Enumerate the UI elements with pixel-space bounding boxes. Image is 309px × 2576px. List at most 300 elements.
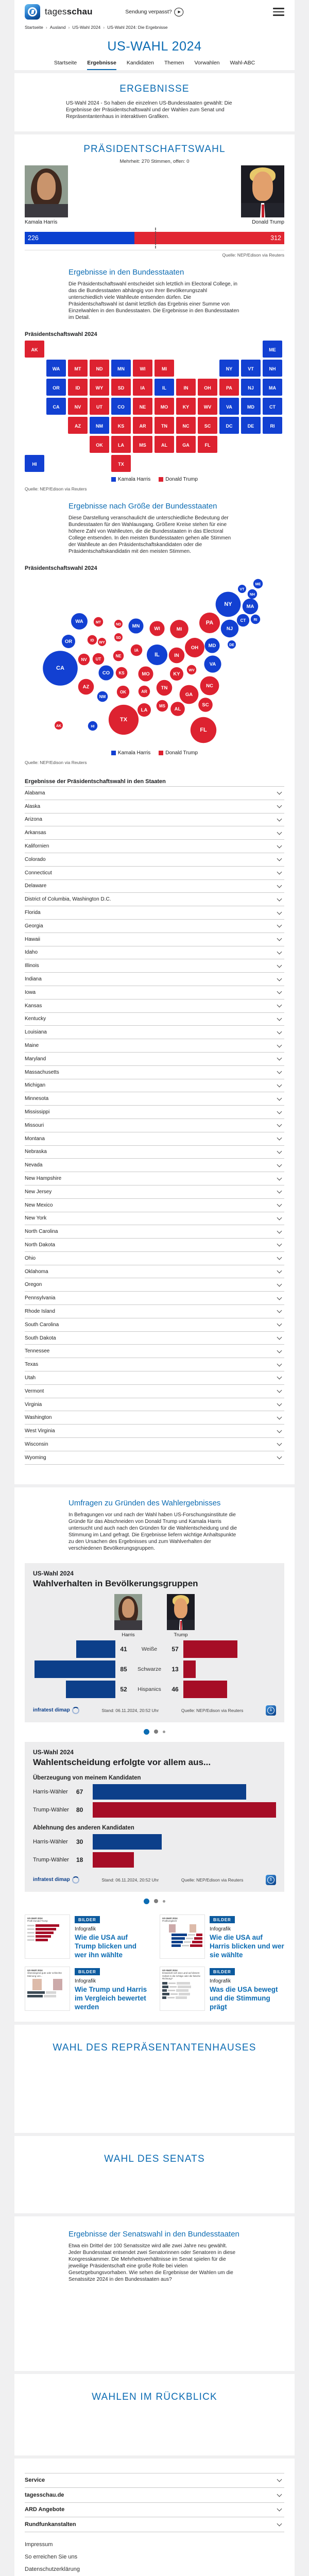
info1-chart: [33, 1640, 276, 1698]
cartogram-state-RI[interactable]: [251, 615, 260, 624]
chevron-down-icon: [277, 1441, 282, 1446]
chevron-down-icon: [277, 1321, 282, 1327]
chevron-down-icon: [277, 1189, 282, 1194]
state-accordion-row[interactable]: [25, 1238, 284, 1251]
tagesschau-app-logo-icon[interactable]: [25, 4, 40, 20]
state-accordion-label: New Jersey: [25, 1189, 52, 1195]
breadcrumb-separator-icon: ›: [103, 25, 105, 30]
state-accordion-row[interactable]: [25, 1012, 284, 1026]
cartogram-state-ME[interactable]: [253, 579, 263, 588]
cartogram-state-VA[interactable]: [204, 655, 221, 672]
teaser-link[interactable]: Wie die USA auf Trump blicken und wer ihn wählte: [75, 1933, 137, 1959]
map-state-ME[interactable]: [263, 341, 282, 358]
map-state-NJ[interactable]: [241, 379, 261, 396]
teaser-link[interactable]: Wie Trump und Harris im Vergleich bewertet werden: [75, 1985, 147, 2011]
map1-source: Quelle: NEP/Edison via Reuters: [25, 486, 87, 492]
umfragen-text: In Befragungen vor und nach der Wahl haben US-Forschungsinstitute die Gründe für das Abschneiden von Donald Trump und Kamala Harris untersucht und auch nach den Gründen für die Wahlentscheidung und die Stimmung im Land gefragt. Die Ergebnisse liefern wichtige Anhaltspunkte zu den Ursachen des Ergebnisses und zum Wahlverhalten der verschiedenen Bevölkerungsgruppen.: [68, 1512, 237, 1551]
state-accordion-row[interactable]: [25, 800, 284, 813]
teaser-thumbnail[interactable]: [160, 1914, 205, 1959]
state-accordion-row[interactable]: [25, 1092, 284, 1105]
state-accordion-row[interactable]: [25, 1185, 284, 1198]
cartogram-state-NE[interactable]: [113, 651, 124, 662]
category-label: Schwarze: [137, 1666, 162, 1672]
cartogram-state-MA[interactable]: [243, 599, 259, 615]
state-accordion-label: New Mexico: [25, 1202, 53, 1208]
map-state-SD[interactable]: [111, 379, 131, 396]
cartogram-state-MS[interactable]: [157, 700, 168, 712]
carousel-dot-active[interactable]: [144, 1729, 149, 1735]
tab-startseite[interactable]: Startseite: [54, 60, 77, 66]
state-accordion-row[interactable]: [25, 1052, 284, 1065]
map-state-ID[interactable]: [68, 379, 88, 396]
map-state-TX[interactable]: [111, 455, 131, 472]
map-state-OR[interactable]: [46, 379, 66, 396]
demographics-row: [33, 1681, 276, 1698]
map-state-PA[interactable]: [219, 379, 239, 396]
svg-text:CT: CT: [240, 618, 246, 623]
svg-text:AZ: AZ: [75, 423, 81, 429]
svg-text:WA: WA: [75, 619, 83, 624]
footer-links: [25, 2538, 284, 2576]
map-state-WY[interactable]: [90, 379, 109, 396]
state-accordion-row[interactable]: [25, 1358, 284, 1371]
thumb-mini-chart: [27, 1979, 67, 1997]
tab-themen[interactable]: Themen: [164, 60, 184, 66]
state-accordion-row[interactable]: [25, 866, 284, 879]
state-accordion-row[interactable]: [25, 919, 284, 933]
map-state-RI[interactable]: [263, 417, 282, 434]
cartogram-state-VT[interactable]: [238, 585, 246, 593]
chevron-down-icon: [277, 1015, 282, 1021]
map-state-NM[interactable]: [90, 417, 109, 434]
map-state-TN[interactable]: [154, 417, 174, 434]
cartogram-state-WY[interactable]: [98, 638, 106, 646]
state-accordion-label: Maine: [25, 1043, 39, 1049]
breadcrumb-link[interactable]: US-Wahl 2024: Die Ergebnisse: [107, 25, 168, 30]
cartogram-state-WI[interactable]: [149, 621, 164, 636]
cartogram-state-CA[interactable]: [43, 651, 78, 686]
info1-photos: [33, 1594, 276, 1638]
footer-accordion-ardangebote[interactable]: [25, 2502, 284, 2517]
svg-text:AR: AR: [139, 423, 146, 429]
svg-text:WV: WV: [188, 669, 195, 672]
state-accordion-row[interactable]: [25, 1105, 284, 1118]
map-state-FL[interactable]: [198, 436, 217, 453]
state-accordion-row[interactable]: [25, 1371, 284, 1384]
breadcrumb-link[interactable]: US-Wahl 2024: [72, 25, 101, 30]
senatswahl-text: Etwa ein Drittel der 100 Senatssitze wird alle zwei Jahre neu gewählt. Jeder Bundesstaat entsendet zwei Senatorinnen oder Senatoren in diese Kongresskammer. Die Mehrheitsverhältnisse im Senat spielen für die jeweilige Präsidentschaft eine große Rolle bei vielen Gesetzgebungsvorhaben. Wie sehen die Ergebnisse der Wahlen um die Senatssitze 2024 in den Bundesstaaten aus?: [68, 2243, 236, 2282]
cartogram-state-CT[interactable]: [237, 614, 249, 626]
map-state-UT[interactable]: [90, 398, 109, 415]
svg-text:PA: PA: [226, 385, 232, 391]
cartogram-state-SC[interactable]: [198, 698, 213, 712]
teaser-thumbnail[interactable]: [160, 1967, 205, 2011]
hamburger-menu-icon[interactable]: [273, 8, 284, 16]
tab-ergebnisse[interactable]: Ergebnisse: [87, 60, 116, 70]
state-accordion-label: Maryland: [25, 1056, 46, 1062]
state-accordion-row[interactable]: [25, 959, 284, 972]
cartogram-state-MO[interactable]: [138, 666, 153, 681]
state-accordion-row[interactable]: [25, 879, 284, 893]
carousel-dot[interactable]: [163, 1900, 165, 1903]
cartogram-state-IN[interactable]: [169, 648, 185, 664]
map-state-AR[interactable]: [133, 417, 152, 434]
chevron-down-icon: [277, 1454, 282, 1460]
cartogram-state-OK[interactable]: [117, 686, 129, 698]
carousel-dot-active[interactable]: [144, 1899, 149, 1904]
map-state-MO[interactable]: [154, 398, 174, 415]
info1-stand: Stand: 06.11.2024, 20:52 Uhr: [101, 1707, 159, 1713]
state-accordion-row[interactable]: [25, 1411, 284, 1424]
svg-text:AL: AL: [161, 443, 167, 448]
chevron-down-icon: [277, 870, 282, 875]
footer-accordion-tagesschaude[interactable]: [25, 2487, 284, 2502]
chevron-down-icon: [277, 2521, 282, 2526]
map-state-AL[interactable]: [154, 436, 174, 453]
map-state-IL[interactable]: [154, 379, 174, 396]
map-state-ND[interactable]: [90, 360, 109, 377]
thumb-title: Überwiegend gute oder schlechte Meinung von...: [27, 1972, 62, 1977]
map-state-MT[interactable]: [68, 360, 88, 377]
cartogram-state-FL[interactable]: [191, 717, 216, 743]
tab-wahl-abc[interactable]: Wahl-ABC: [230, 60, 255, 66]
state-accordion-label: Montana: [25, 1136, 45, 1142]
state-accordion-row[interactable]: [25, 1039, 284, 1052]
state-accordion-row[interactable]: [25, 906, 284, 919]
state-accordion-row[interactable]: [25, 999, 284, 1012]
cartogram-state-NC[interactable]: [200, 676, 219, 696]
cartogram-state-AL[interactable]: [170, 702, 185, 716]
state-accordion-row[interactable]: [25, 839, 284, 853]
map-state-IN[interactable]: [176, 379, 196, 396]
info2-title: Wahlentscheidung erfolgte vor allem aus...: [33, 1757, 211, 1767]
svg-text:IL: IL: [154, 652, 160, 658]
map-state-LA[interactable]: [111, 436, 131, 453]
cartogram-state-IL[interactable]: [147, 645, 167, 665]
map-state-HI[interactable]: [25, 455, 44, 472]
map-state-NY[interactable]: [219, 360, 239, 377]
voter-group-label: Harris-Wähler: [33, 1838, 68, 1845]
chevron-down-icon: [277, 976, 282, 981]
svg-text:NV: NV: [74, 404, 81, 410]
reason-row: [33, 1834, 276, 1850]
state-accordion-row[interactable]: [25, 1225, 284, 1238]
footer-link[interactable]: Impressum: [25, 2541, 53, 2548]
state-accordion-row[interactable]: [25, 1278, 284, 1291]
teaser-card: [25, 1967, 149, 2011]
map-state-KS[interactable]: [111, 417, 131, 434]
cartogram-state-NH[interactable]: [248, 589, 257, 599]
cartogram-state-KY[interactable]: [170, 667, 183, 681]
footer-link[interactable]: So erreichen Sie uns: [25, 2553, 78, 2560]
map-state-VT[interactable]: [241, 360, 261, 377]
state-accordion-row[interactable]: [25, 813, 284, 826]
state-accordion-row[interactable]: [25, 1384, 284, 1398]
svg-text:NV: NV: [81, 657, 87, 662]
svg-text:DC: DC: [226, 423, 233, 429]
voter-group-label: Harris-Wähler: [33, 1788, 68, 1795]
map-state-NC[interactable]: [176, 417, 196, 434]
map-state-AK[interactable]: [25, 341, 44, 358]
chevron-down-icon: [277, 856, 282, 861]
state-accordion-row[interactable]: [25, 1118, 284, 1132]
chevron-down-icon: [277, 1122, 282, 1127]
chevron-down-icon: [277, 1136, 282, 1141]
footer-accordion-service[interactable]: [25, 2473, 284, 2488]
svg-text:ID: ID: [75, 385, 80, 391]
thumb-kicker: US-Wahl 2024: [162, 1969, 178, 1972]
map-state-CT[interactable]: [263, 398, 282, 415]
cartogram-state-AZ[interactable]: [78, 679, 94, 695]
senat-card: [14, 2136, 295, 2213]
chevron-down-icon: [277, 1003, 282, 1008]
cartogram-state-NY[interactable]: [216, 592, 241, 617]
cartogram-state-NJ[interactable]: [221, 620, 238, 637]
state-accordion-row[interactable]: [25, 1198, 284, 1212]
map-state-MS[interactable]: [133, 436, 152, 453]
state-accordion-label: Colorado: [25, 856, 46, 862]
voter-group-bar: [93, 1802, 276, 1818]
ard-logo-icon: 1: [266, 1705, 276, 1716]
footer-accordion-label: Rundfunkanstalten: [25, 2521, 76, 2528]
harris-photo: [25, 165, 68, 217]
state-accordion-row[interactable]: [25, 1251, 284, 1265]
chevron-down-icon: [277, 1148, 282, 1154]
state-accordion-row[interactable]: [25, 1398, 284, 1411]
state-accordion-row[interactable]: [25, 1079, 284, 1092]
info2-footer: [33, 1875, 276, 1885]
map-state-MA[interactable]: [263, 379, 282, 396]
svg-text:LA: LA: [141, 707, 148, 713]
state-accordion-row[interactable]: [25, 1065, 284, 1079]
cartogram-state-OH[interactable]: [185, 638, 204, 657]
cartogram-state-NM[interactable]: [97, 691, 108, 702]
svg-text:KS: KS: [118, 671, 125, 675]
state-accordion-row[interactable]: [25, 1424, 284, 1437]
infratest-dimap-logo: infratest dimap: [33, 1707, 79, 1714]
teaser-thumbnail[interactable]: [25, 1967, 70, 2011]
map-state-DE[interactable]: [241, 417, 261, 434]
state-accordion-label: Nebraska: [25, 1149, 47, 1155]
ard-logo-icon: 1: [266, 1875, 276, 1885]
state-accordion-row[interactable]: [25, 1212, 284, 1225]
cartogram-state-MN[interactable]: [128, 618, 143, 633]
cartogram-state-IA[interactable]: [131, 645, 143, 656]
tab-kandidaten[interactable]: Kandidaten: [126, 60, 154, 66]
cartogram-state-SD[interactable]: [114, 633, 123, 641]
cartogram-state-NV[interactable]: [78, 654, 90, 666]
state-accordion-label: Louisiana: [25, 1029, 47, 1036]
chevron-down-icon: [277, 1215, 282, 1220]
map-state-AZ[interactable]: [68, 417, 88, 434]
chevron-down-icon: [277, 1401, 282, 1406]
cartogram-state-DE[interactable]: [228, 640, 236, 649]
state-accordion-row[interactable]: [25, 826, 284, 839]
senat-title: WAHL DES SENATS: [104, 2153, 205, 2164]
svg-text:OK: OK: [96, 443, 103, 448]
harris-bar-zone: [33, 1640, 115, 1658]
chevron-down-icon: [277, 1082, 282, 1087]
carousel-dot[interactable]: [154, 1730, 158, 1734]
cartogram-state-MI[interactable]: [170, 620, 188, 638]
map-state-SC[interactable]: [198, 417, 217, 434]
voter-group-value: 18: [76, 1856, 83, 1863]
cartogram-state-GA[interactable]: [180, 685, 199, 704]
state-accordion-row[interactable]: [25, 853, 284, 866]
map-state-OK[interactable]: [90, 436, 109, 453]
cartogram-state-MT[interactable]: [94, 617, 103, 626]
map-state-WI[interactable]: [133, 360, 152, 377]
state-accordion-label: Vermont: [25, 1388, 44, 1394]
tab-vorwahlen[interactable]: Vorwahlen: [194, 60, 220, 66]
info1-kicker: US-Wahl 2024: [33, 1569, 74, 1577]
map-state-MN[interactable]: [111, 360, 131, 377]
cartogram-state-AK[interactable]: [55, 721, 63, 730]
infographic-demographics: [25, 1563, 284, 1722]
candidate-harris: [25, 165, 68, 225]
svg-text:PA: PA: [205, 620, 214, 626]
footer-accordion-label: Service: [25, 2477, 45, 2484]
chevron-down-icon: [277, 790, 282, 795]
state-accordion-row[interactable]: [25, 986, 284, 999]
cartogram-state-MD[interactable]: [204, 638, 219, 653]
svg-text:ID: ID: [90, 639, 94, 642]
voter-group-value: 80: [76, 1806, 83, 1814]
svg-text:NM: NM: [99, 694, 106, 699]
state-accordion-row[interactable]: [25, 1025, 284, 1039]
reason-row: [33, 1852, 276, 1868]
teaser-link[interactable]: Was die USA bewegt und die Stimmung prägt: [210, 1985, 278, 2011]
map-state-VA[interactable]: [219, 398, 239, 415]
map-state-OH[interactable]: [198, 379, 217, 396]
svg-text:HI: HI: [32, 462, 37, 467]
state-accordion-row[interactable]: [25, 892, 284, 906]
map-state-NH[interactable]: [263, 360, 282, 377]
state-accordion-row[interactable]: [25, 1145, 284, 1159]
svg-text:TX: TX: [118, 462, 124, 467]
chevron-down-icon: [277, 1361, 282, 1366]
state-accordion-label: New Hampshire: [25, 1176, 62, 1181]
state-accordion-row[interactable]: [25, 1265, 284, 1278]
map-state-NV[interactable]: [68, 398, 88, 415]
missed-show-link[interactable]: [125, 8, 183, 16]
cartogram-state-OR[interactable]: [62, 635, 75, 648]
breadcrumb-link[interactable]: Ausland: [49, 25, 66, 30]
infratest-arc-icon: [72, 1707, 79, 1714]
svg-text:SD: SD: [117, 385, 125, 391]
teaser-link[interactable]: Wie die USA auf Harris blicken und wer sie wählte: [210, 1933, 284, 1959]
state-accordion-label: Nevada: [25, 1162, 43, 1168]
svg-text:DE: DE: [247, 423, 254, 429]
svg-text:ND: ND: [115, 623, 122, 626]
map-state-GA[interactable]: [176, 436, 196, 453]
map-state-IA[interactable]: [133, 379, 152, 396]
map-state-MD[interactable]: [241, 398, 261, 415]
state-accordion-row[interactable]: [25, 786, 284, 800]
cartogram-state-KS[interactable]: [116, 667, 128, 679]
state-accordion-row[interactable]: [25, 946, 284, 959]
state-accordion-row[interactable]: [25, 1158, 284, 1172]
trump-bar: [183, 1660, 196, 1678]
state-accordion-row[interactable]: [25, 1132, 284, 1145]
state-accordion-row[interactable]: [25, 1304, 284, 1318]
thumb-kicker: US-Wahl 2024: [162, 1917, 178, 1920]
voter-group-bar: [93, 1852, 134, 1868]
state-accordion-row[interactable]: [25, 1437, 284, 1451]
cartogram-state-WV[interactable]: [187, 665, 196, 674]
state-accordion-row[interactable]: [25, 1172, 284, 1185]
state-accordion-label: Iowa: [25, 989, 36, 995]
svg-text:OH: OH: [191, 645, 199, 651]
footer-accordion-rundfunkanstalten[interactable]: [25, 2517, 284, 2532]
footer-link[interactable]: [25, 2575, 284, 2576]
footer-accordion: [25, 2473, 284, 2532]
state-accordion-row[interactable]: [25, 1331, 284, 1345]
state-accordion-row[interactable]: [25, 1451, 284, 1464]
teaser-card: [160, 1914, 284, 1959]
infratest-dimap-logo: infratest dimap: [33, 1876, 79, 1884]
teaser-body: [75, 1967, 149, 2011]
ergebnisse-card: [14, 73, 295, 131]
map-state-KY[interactable]: [176, 398, 196, 415]
cartogram-state-ND[interactable]: [114, 620, 123, 628]
cartogram-state-UT[interactable]: [93, 653, 105, 665]
state-accordion-row[interactable]: [25, 933, 284, 946]
map-state-MI[interactable]: [154, 360, 174, 377]
state-accordion-label: Utah: [25, 1375, 36, 1381]
cartogram-state-TX[interactable]: [109, 705, 139, 735]
carousel-dot[interactable]: [163, 1731, 165, 1733]
reason-group-label: Überzeugung von meinem Kandidaten: [33, 1774, 141, 1781]
cartogram-state-PA[interactable]: [199, 613, 220, 633]
cartogram-state-ID[interactable]: [88, 635, 97, 645]
cartogram-state-AR[interactable]: [139, 686, 150, 698]
svg-text:WA: WA: [52, 366, 60, 371]
tab-bar: [14, 60, 295, 70]
cartogram-state-CO[interactable]: [98, 665, 113, 680]
svg-text:MT: MT: [74, 366, 81, 371]
teaser-thumbnail[interactable]: [25, 1914, 70, 1959]
teaser-badge: BILDER: [210, 1916, 235, 1923]
state-accordion-row[interactable]: [25, 972, 284, 986]
svg-text:RI: RI: [253, 618, 258, 622]
harris-bar: [66, 1681, 115, 1698]
state-accordion-row[interactable]: [25, 1318, 284, 1331]
cartogram-state-LA[interactable]: [138, 703, 151, 717]
carousel-dot[interactable]: [154, 1899, 158, 1903]
cartogram-state-HI[interactable]: [88, 721, 97, 731]
state-accordion-row[interactable]: [25, 1344, 284, 1358]
map-state-NE[interactable]: [133, 398, 152, 415]
map-state-WV[interactable]: [198, 398, 217, 415]
map-state-WA[interactable]: [46, 360, 66, 377]
trump-value: 13: [171, 1665, 179, 1673]
cartogram-state-WA[interactable]: [71, 613, 88, 630]
brand-wordmark[interactable]: [45, 7, 93, 17]
footer-link[interactable]: Datenschutzerklärung: [25, 2566, 80, 2572]
state-accordion-row[interactable]: [25, 1291, 284, 1304]
chevron-down-icon: [277, 1042, 282, 1047]
svg-text:IA: IA: [134, 648, 139, 653]
map-state-CA[interactable]: [46, 398, 66, 415]
map-state-CO[interactable]: [111, 398, 131, 415]
cartogram-state-TN[interactable]: [157, 680, 173, 696]
chevron-down-icon: [277, 936, 282, 941]
map-state-DC[interactable]: [219, 417, 239, 434]
svg-text:NY: NY: [224, 601, 232, 607]
breadcrumb-link[interactable]: Startseite: [25, 25, 43, 30]
top-card: [14, 0, 295, 70]
